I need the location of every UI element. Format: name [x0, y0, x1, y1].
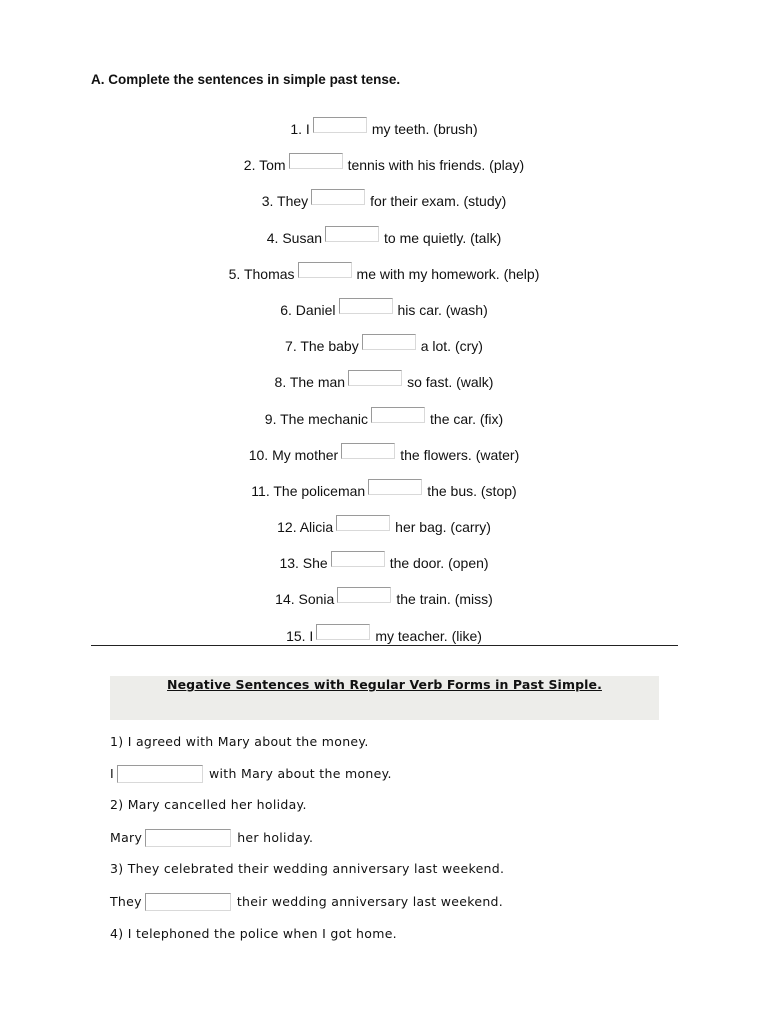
sentence-prefix: 5. Thomas — [228, 265, 295, 282]
sentence-prefix: 2. Tom — [243, 157, 286, 174]
sentence-prefix: 9. The mechanic — [264, 410, 369, 427]
answer-prefix: Mary — [110, 830, 143, 845]
sentence-prefix: 3. They — [261, 193, 309, 210]
sentence-suffix: her bag. (carry) — [395, 519, 491, 536]
sentence-prefix: 8. The man — [274, 374, 346, 391]
answer-input[interactable] — [313, 117, 367, 133]
sentence-14 — [0, 587, 768, 623]
answer-input[interactable] — [337, 587, 391, 603]
sentence-suffix: the bus. (stop) — [427, 482, 517, 499]
answer-input[interactable] — [348, 370, 402, 386]
answer-2 — [110, 829, 313, 847]
answer-1 — [110, 765, 392, 783]
answer-input[interactable] — [339, 298, 393, 314]
question-1 — [110, 733, 369, 751]
answer-input[interactable] — [117, 765, 203, 783]
sentence-6 — [0, 298, 768, 334]
sentence-7 — [0, 334, 768, 370]
question-3 — [110, 860, 504, 878]
sentence-prefix: 1. I — [290, 121, 310, 137]
answer-input[interactable] — [368, 479, 422, 495]
sentence-suffix: to me quietly. (talk) — [384, 229, 502, 246]
question-text: 2) Mary cancelled her holiday. — [110, 797, 307, 812]
sentence-2 — [0, 153, 768, 189]
answer-input[interactable] — [316, 624, 370, 640]
section-divider — [91, 645, 678, 646]
sentence-prefix: 10. My mother — [248, 446, 339, 463]
answer-suffix: with Mary about the money. — [209, 766, 392, 781]
answer-prefix: They — [110, 894, 142, 909]
answer-input[interactable] — [371, 407, 425, 423]
answer-suffix: their wedding anniversary last weekend. — [236, 894, 504, 909]
question-text: 1) I agreed with Mary about the money. — [110, 734, 369, 749]
answer-suffix: her holiday. — [237, 830, 314, 845]
answer-input[interactable] — [289, 153, 343, 169]
sentence-prefix: 4. Susan — [266, 229, 323, 246]
answer-input[interactable] — [298, 262, 352, 278]
sentence-11 — [0, 479, 768, 515]
sentence-8 — [0, 370, 768, 406]
sentence-suffix: the train. (miss) — [396, 591, 493, 608]
sentence-suffix: his car. (wash) — [397, 301, 488, 318]
answer-3 — [110, 893, 503, 911]
question-2 — [110, 796, 307, 814]
sentence-suffix: my teeth. (brush) — [371, 121, 478, 137]
question-4 — [110, 925, 397, 943]
answer-input[interactable] — [341, 443, 395, 459]
sentence-prefix: 6. Daniel — [280, 301, 336, 318]
sentence-12 — [0, 515, 768, 551]
sentence-suffix: the door. (open) — [389, 555, 489, 572]
sentence-suffix: tennis with his friends. (play) — [347, 157, 525, 174]
sentence-suffix: my teacher. (like) — [375, 627, 482, 644]
sentence-suffix: the car. (fix) — [430, 410, 504, 427]
sentence-prefix: 13. She — [279, 555, 328, 572]
section-b-title: Negative Sentences with Regular Verb Forms in Past Simple. — [167, 677, 602, 692]
sentence-suffix: the flowers. (water) — [400, 446, 520, 463]
section-a-sentence-list — [0, 117, 768, 660]
answer-input[interactable] — [145, 829, 231, 847]
sentence-prefix: 11. The policeman — [251, 482, 366, 499]
answer-input[interactable] — [362, 334, 416, 350]
section-a-heading: A. Complete the sentences in simple past tense. — [91, 72, 401, 87]
question-text: 4) I telephoned the police when I got home. — [110, 926, 397, 941]
answer-input[interactable] — [145, 893, 231, 911]
sentence-suffix: me with my homework. (help) — [356, 265, 540, 282]
answer-input[interactable] — [331, 551, 385, 567]
sentence-prefix: 14. Sonia — [275, 591, 335, 608]
sentence-suffix: a lot. (cry) — [420, 338, 483, 355]
sentence-15 — [0, 624, 768, 660]
sentence-prefix: 12. Alicia — [277, 519, 334, 536]
sentence-1 — [0, 117, 768, 153]
sentence-5 — [0, 262, 768, 298]
sentence-10 — [0, 443, 768, 479]
sentence-4 — [0, 226, 768, 262]
section-b-title-box — [110, 676, 659, 720]
answer-input[interactable] — [311, 189, 365, 205]
sentence-prefix: 7. The baby — [285, 338, 359, 355]
question-text: 3) They celebrated their wedding anniversary last weekend. — [110, 861, 505, 876]
answer-input[interactable] — [325, 226, 379, 242]
sentence-13 — [0, 551, 768, 587]
sentence-prefix: 15. I — [286, 627, 314, 644]
answer-input[interactable] — [336, 515, 390, 531]
sentence-9 — [0, 407, 768, 443]
sentence-3 — [0, 189, 768, 225]
sentence-suffix: so fast. (walk) — [407, 374, 494, 391]
sentence-suffix: for their exam. (study) — [370, 193, 507, 210]
answer-prefix: I — [110, 766, 114, 781]
